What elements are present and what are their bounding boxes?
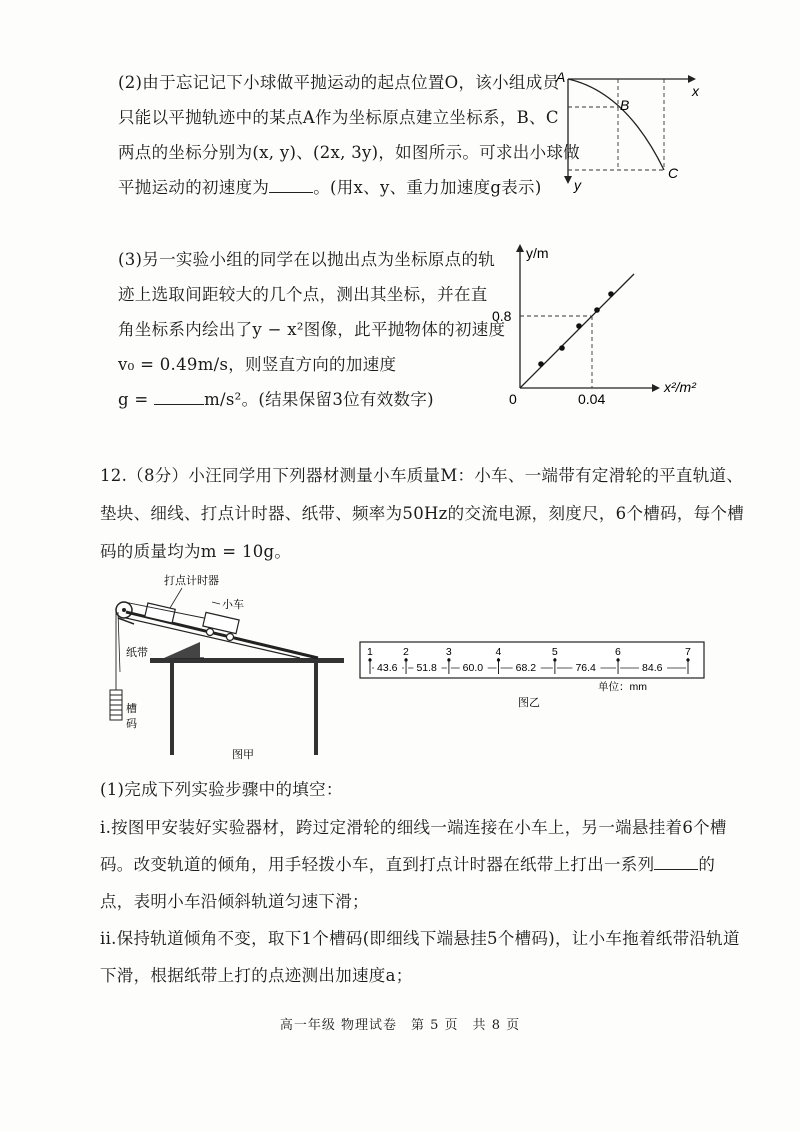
part3-line-5-text-a: g = xyxy=(118,390,149,409)
graph-x-label: x²/m² xyxy=(664,379,696,395)
data-point xyxy=(594,307,600,313)
answer-blank-v0[interactable] xyxy=(269,176,313,194)
step-i-line-2 xyxy=(100,851,715,875)
part3-line-5-text-b: m/s²。(结果保留3位有效数字) xyxy=(204,390,434,409)
q12-line-1: 12.（8分）小汪同学用下列器材测量小车质量M：小车、一端带有定滑轮的平直轨道、 xyxy=(100,466,744,485)
part2-line-4-text-b: 。(用x、y、重力加速度g表示) xyxy=(313,178,542,197)
tape-unit: 单位：mm xyxy=(598,681,647,693)
data-point xyxy=(559,345,565,351)
part3-line-1: (3)另一实验小组的同学在以抛出点为坐标原点的轨 xyxy=(118,250,496,269)
answer-blank-dots[interactable] xyxy=(654,853,698,871)
paper-tape-figure xyxy=(358,636,710,716)
step-ii-line-1: ii.保持轨道倾角不变，取下1个槽码(即细线下端悬挂5个槽码)，让小车拖着纸带沿轨道 xyxy=(100,929,740,948)
tape-dot xyxy=(616,658,619,661)
tape-distance-label: 51.8 xyxy=(416,662,437,674)
part3-line-4: v₀ = 0.49m/s，则竖直方向的加速度 xyxy=(118,355,397,374)
caption-yi: 图乙 xyxy=(518,697,540,709)
step-i-line-2-text-b: 的 xyxy=(698,855,716,874)
part2-line-4-text-a: 平抛运动的初速度为 xyxy=(118,178,270,197)
part2-line-1: (2)由于忘记记下小球做平抛运动的起点位置O，该小组成员 xyxy=(118,73,560,92)
step-i-line-1: i.按图甲安装好实验器材，跨过定滑轮的细线一端连接在小车上，另一端悬挂着6个槽 xyxy=(100,818,727,837)
label-x-axis: x xyxy=(692,83,699,99)
label-timer: 打点计时器 xyxy=(164,575,219,587)
tape-distance-label: 60.0 xyxy=(462,662,484,674)
tape-point-label: 2 xyxy=(403,646,409,658)
tape-point-label: 4 xyxy=(495,646,502,658)
tape-point-label: 3 xyxy=(445,646,452,658)
part3-line-2: 迹上选取间距较大的几个点，测出其坐标，并在直 xyxy=(118,285,488,304)
tape-dot xyxy=(404,658,407,661)
step-i-line-2-text-a: 码。改变轨道的倾角，用手轻拨小车，直到打点计时器在纸带上打出一系列 xyxy=(100,855,655,874)
label-tape: 纸带 xyxy=(126,647,148,659)
data-point xyxy=(538,361,544,367)
part2-line-3: 两点的坐标分别为(x, y)、(2x, 3y)，如图所示。可求出小球做 xyxy=(118,143,580,162)
part3-line-3: 角坐标系内绘出了y − x²图像，此平抛物体的初速度 xyxy=(118,320,506,339)
tape-distance-label: 76.4 xyxy=(575,662,596,674)
tape-point-label: 1 xyxy=(367,646,373,658)
label-weight-b: 码 xyxy=(126,718,137,730)
graph-y-tick: 0.8 xyxy=(492,308,512,324)
apparatus-figure xyxy=(104,572,354,762)
caption-jia: 图甲 xyxy=(232,749,254,761)
trajectory-figure xyxy=(556,62,706,192)
tape-dot xyxy=(447,658,450,661)
page-footer: 高一年级 物理试卷 第 5 页 共 8 页 xyxy=(279,1018,521,1033)
tape-point-label: 5 xyxy=(551,646,558,658)
label-C: C xyxy=(668,165,679,181)
graph-y-label: y/m xyxy=(526,245,549,261)
tape-dot xyxy=(497,658,500,661)
tape-dot xyxy=(368,658,371,661)
tape-dot xyxy=(553,658,556,661)
graph-x-tick: 0.04 xyxy=(578,391,606,407)
steps-heading: (1)完成下列实验步骤中的填空： xyxy=(100,780,343,799)
tape-distance-label: 84.6 xyxy=(642,662,663,674)
label-car: 小车 xyxy=(222,599,244,611)
tape-distance-label: 43.6 xyxy=(377,662,398,674)
y-x2-graph xyxy=(492,240,715,408)
tape-dot xyxy=(686,658,689,661)
part2-line-4 xyxy=(118,174,542,198)
label-A: A xyxy=(556,69,566,85)
step-ii-line-2: 下滑，根据纸带上打的点迹测出加速度a； xyxy=(100,966,413,985)
answer-blank-g[interactable] xyxy=(154,388,204,406)
tape-point-label: 7 xyxy=(685,646,691,658)
label-weight-a: 槽 xyxy=(126,703,137,715)
q12-line-3: 码的质量均为m = 10g。 xyxy=(100,542,292,561)
tape-distance-label: 68.2 xyxy=(515,662,537,674)
part2-line-2: 只能以平抛轨迹中的某点A作为坐标原点建立坐标系，B、C xyxy=(118,108,559,127)
data-point xyxy=(576,323,582,329)
label-y-axis: y xyxy=(574,177,581,193)
tape-point-label: 6 xyxy=(615,646,621,658)
graph-origin: 0 xyxy=(509,391,517,407)
step-i-line-3: 点，表明小车沿倾斜轨道匀速下滑； xyxy=(100,892,369,911)
q12-line-2: 垫块、细线、打点计时器、纸带、频率为50Hz的交流电源，刻度尺，6个槽码，每个槽 xyxy=(100,504,745,523)
part3-line-5 xyxy=(118,386,434,410)
data-point xyxy=(608,291,614,297)
label-B: B xyxy=(620,97,630,113)
